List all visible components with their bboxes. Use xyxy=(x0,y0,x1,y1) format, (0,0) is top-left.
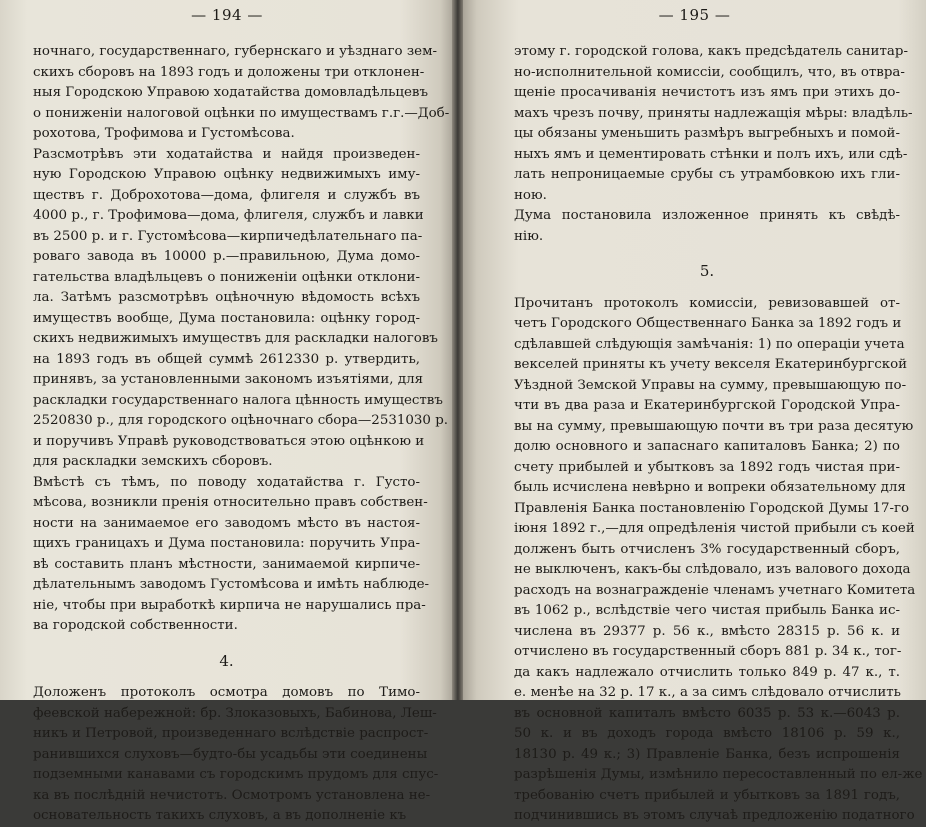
text-line: 50 к. и въ доходъ города вмѣсто 18106 р. 59 к., xyxy=(514,726,900,741)
page-text xyxy=(514,42,923,827)
page-number: — 195 — xyxy=(658,6,731,24)
text-line: для раскладки земскихъ сборовъ. xyxy=(33,454,273,469)
text-line: вѣ составить планъ мѣстности, занимаемой кирпиче- xyxy=(33,556,420,572)
text-line: и поручивъ Управѣ руководствоваться этою оцѣнкою и xyxy=(33,433,425,449)
text-line: да какъ надлежало отчислить только 849 р. 47 к., т. xyxy=(514,664,900,680)
text-line: рохотова, Трофимова и Густомѣсова. xyxy=(33,126,295,141)
text-line: ною. xyxy=(514,187,547,203)
text-line: принявъ, за установленными закономъ изъятіями, для xyxy=(33,372,424,387)
text-line: е. менѣе на 32 р. 17 к., а за симъ слѣдовало отчислить xyxy=(514,685,901,700)
text-line: щеніе просачиванія нечистотъ изъ ямъ при этихъ до- xyxy=(514,85,900,100)
text-line: ніе, чтобы при выработкѣ кирпича не нарушались пра- xyxy=(33,597,426,613)
paragraph-block xyxy=(514,42,913,247)
text-line: имуществъ вообще, Дума постановила: оцѣнку город- xyxy=(33,310,420,326)
text-line: скихъ сборовъ на 1893 годъ и доложены три отклонен- xyxy=(33,64,425,80)
text-line: отчислено въ государственный сборъ 881 р. 34 к., тог- xyxy=(514,644,902,659)
text-line: разрѣшенія Думы, измѣнило пересоставленный по ел-же xyxy=(514,767,923,782)
text-line: четъ Городского Общественнаго Банка за 1892 годъ и xyxy=(514,316,902,331)
text-line: въ основной капиталъ вмѣсто 6035 р. 53 к.—6043 р. xyxy=(514,705,900,721)
section-number: 5. xyxy=(699,262,715,280)
page-number: — 194 — xyxy=(191,6,263,24)
text-line: мѣсова, возникли пренія относительно правъ собствен- xyxy=(33,495,428,510)
text-line: 2520830 р., для городского оцѣночнаго сбора—2531030 р. xyxy=(33,413,449,428)
text-line: 18130 р. 49 к.; 3) Правленіе Банка, безъ испрошенія xyxy=(514,746,900,762)
text-line: счету прибылей и убытковъ за 1892 годъ чистая при- xyxy=(514,459,900,475)
text-line: числена въ 29377 р. 56 к., вмѣсто 28315 р. 56 к. и xyxy=(514,623,900,639)
text-line: ществъ г. Доброхотова—дома, флигеля и службъ въ xyxy=(33,187,420,203)
paragraph-block xyxy=(33,683,439,827)
text-line: Вмѣстѣ съ тѣмъ, по поводу ходатайства г. Густо- xyxy=(33,474,420,490)
text-line: ныхъ ямъ и цементировать стѣнки и полъ ихъ, или сдѣ- xyxy=(514,146,908,162)
text-line: на 1893 годъ въ общей суммѣ 2612330 р. утвердить, xyxy=(33,351,420,367)
text-line: цы обязаны уменьшить размѣръ выгребныхъ и помой- xyxy=(514,126,900,141)
text-line: требованію счетъ прибылей и убытковъ за 1891 годъ, xyxy=(514,787,900,803)
text-line: ва городской собственности. xyxy=(33,618,238,633)
text-line: вы на сумму, превышающую почти въ три раза десятую xyxy=(514,418,914,434)
text-line: Дума постановила изложенное принять къ свѣдѣ- xyxy=(514,208,900,223)
text-line: расходъ на вознагражденіе членамъ учетнаго Комитета xyxy=(514,582,916,598)
text-line: не выключенъ, какъ-бы слѣдовало, изъ валового дохода xyxy=(514,562,911,577)
text-line: быль исчислена невѣрно и вопреки обязательному для xyxy=(514,480,906,495)
text-line: о пониженіи налоговой оцѣнки по имуществамъ г.г.—Доб- xyxy=(33,105,450,121)
text-line: Уѣздной Земской Управы на сумму, превышающую по- xyxy=(514,377,907,393)
text-line: ла. Затѣмъ разсмотрѣвъ оцѣночную вѣдомость всѣхъ xyxy=(33,290,420,305)
text-line: векселей приняты къ учету векселя Екатеринбургской xyxy=(514,357,908,372)
text-line: скихъ недвижимыхъ имуществъ для раскладки налоговъ xyxy=(33,331,438,346)
section-number: 4. xyxy=(219,651,234,670)
text-line: раскладки государственнаго налога цѣнность имуществъ xyxy=(33,392,443,408)
right-page xyxy=(463,0,926,823)
text-line: но-исполнительной комиссіи, сообщилъ, что, въ отвра- xyxy=(514,64,905,80)
text-line: гательства владѣльцевъ о пониженіи оцѣнки отклони- xyxy=(33,269,420,285)
text-line: никъ и Петровой, произведеннаго вслѣдствіе распрост- xyxy=(33,726,429,741)
text-line: Прочитанъ протоколъ комиссіи, ревизовавшей от- xyxy=(514,295,900,311)
text-line: ка въ послѣдній нечистотъ. Осмотромъ установлена не- xyxy=(33,787,431,803)
paragraph-block xyxy=(514,294,923,827)
text-line: въ 1062 р., вслѣдствіе чего чистая прибыль Банка ис- xyxy=(514,603,900,618)
page-text xyxy=(33,42,450,827)
text-line: Доложенъ протоколъ осмотра домовъ по Тимо- xyxy=(33,685,420,700)
text-line: ночнаго, государственнаго, губернскаго и уѣзднаго зем- xyxy=(33,44,438,59)
text-line: щихъ границахъ и Дума постановила: поручить Упра- xyxy=(33,536,420,551)
text-line: Правленія Банка постановленію Городской Думы 17-го xyxy=(514,500,910,516)
text-line: махъ чрезъ почву, приняты надлежащія мѣры: владѣль- xyxy=(514,105,913,121)
text-line: долю основного и запаснаго капиталовъ Банка; 2) по xyxy=(514,439,900,454)
text-line: подчинившись въ этомъ случаѣ предложенію податного xyxy=(514,808,915,823)
text-line: нію. xyxy=(514,228,544,244)
text-line: долженъ быть отчисленъ 3% государственный сборъ, xyxy=(514,541,900,557)
text-line: іюня 1892 г.,—для опредѣленія чистой прибыли съ коей xyxy=(514,521,915,536)
text-line: ныя Городскою Управою ходатайства домовладѣльцевъ xyxy=(33,85,428,100)
text-line: феевской набережной: бр. Злоказовыхъ, Бабинова, Леш- xyxy=(33,705,437,721)
paragraph-block xyxy=(33,42,450,637)
text-line: сдѣлавшей слѣдующія замѣчанія: 1) по операціи учета xyxy=(514,336,905,352)
text-line: ную Городскою Управою оцѣнку недвижимыхъ иму- xyxy=(33,167,420,182)
text-line: роваго завода въ 10000 р.—правильною, Дума домо- xyxy=(33,249,420,264)
text-line: въ 2500 р. и г. Густомѣсова—кирпичедѣлательнаго па- xyxy=(33,228,423,244)
text-line: лать непроницаемые срубы съ утрамбовкою ихъ гли- xyxy=(514,167,900,182)
text-line: ности на занимаемое его заводомъ мѣсто въ настоя- xyxy=(33,515,420,531)
left-page xyxy=(0,0,454,823)
text-line: Разсмотрѣвъ эти ходатайства и найдя произведен- xyxy=(33,146,420,162)
text-line: подземными канавами съ городскимъ прудомъ для спус- xyxy=(33,767,439,782)
text-line: ранившихся слуховъ—будто-бы усадьбы эти соединены xyxy=(33,746,428,762)
text-line: дѣлательнымъ заводомъ Густомѣсова и имѣть наблюде- xyxy=(33,577,430,592)
text-line: этому г. городской голова, какъ предсѣдатель санитар- xyxy=(514,44,908,59)
text-line: основательность такихъ слуховъ, а въ дополненіе къ xyxy=(33,808,407,823)
text-line: чти въ два раза и Екатеринбургской Городской Упра- xyxy=(514,398,900,413)
text-line: 4000 р., г. Трофимова—дома, флигеля, службъ и лавки xyxy=(33,208,424,223)
